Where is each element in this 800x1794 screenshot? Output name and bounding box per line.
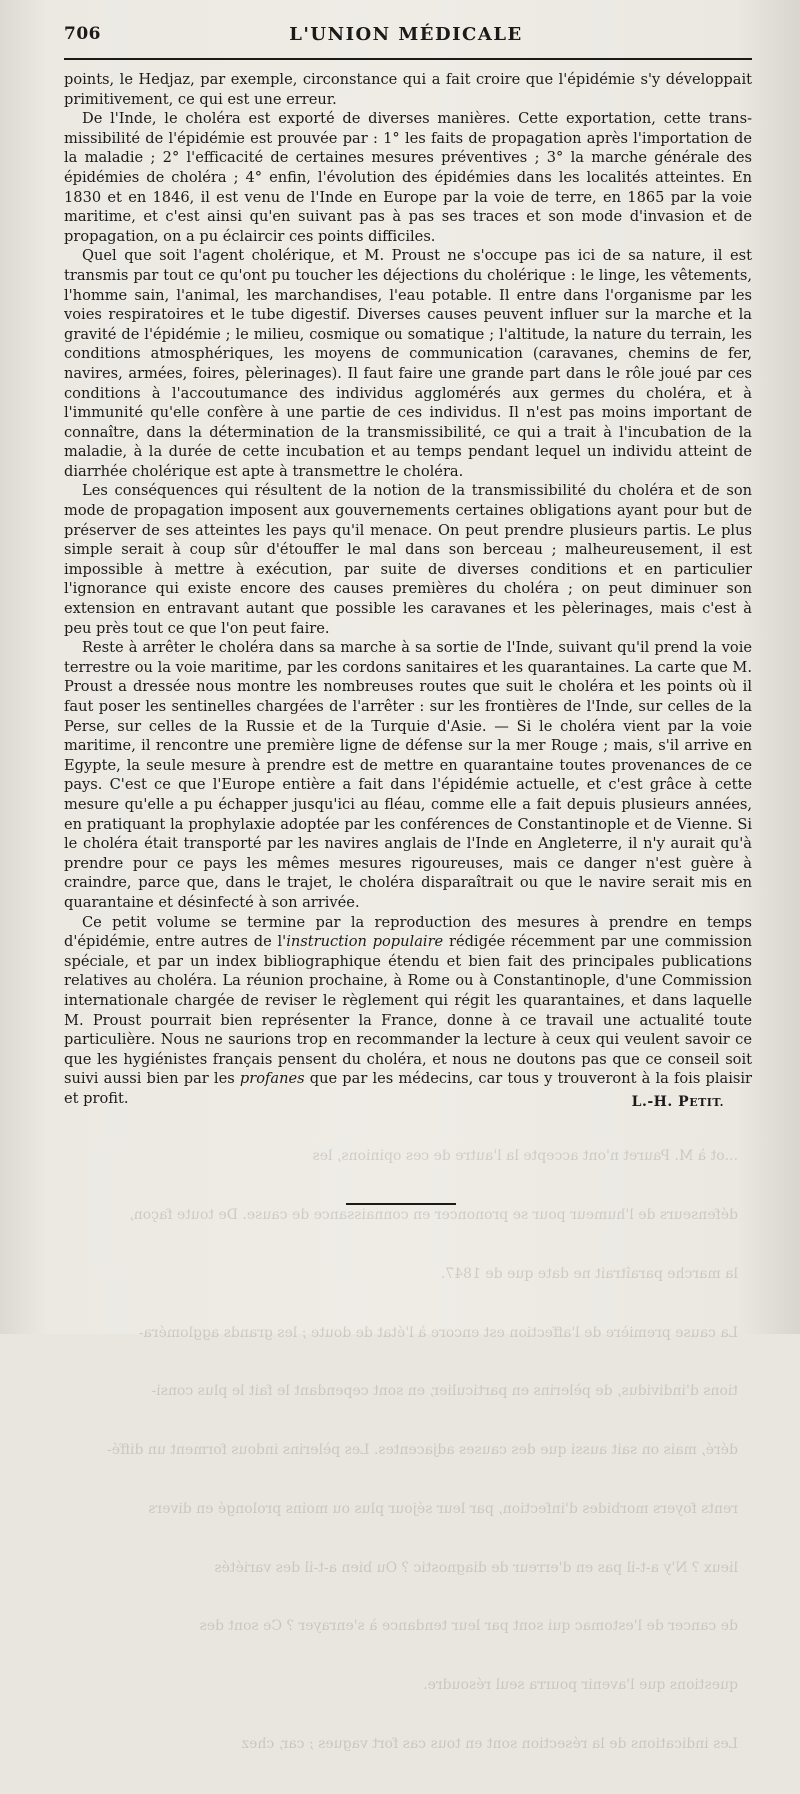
bleed-line: ...ot à M. Pauret n'ont accepte la l'autre de ces opinions, les xyxy=(312,1148,738,1165)
bleed-line: la marche paraîtrait ne date que de 1847. xyxy=(440,1265,738,1282)
paragraph-quarantaines: Reste à arrêter le choléra dans sa marche à sa sortie de l'Inde, suivant qu'il prend la voie terrestre ou la voie maritime, par les cordons sanitaires et les quarantaines. La carte que M. Proust a dressée nous montre les nombreuses routes que suit le choléra et les points où il faut poser les sentinelles chargées de l'arrêter : sur les frontières de l'Inde, sur celles de la Perse, sur celles de la Russie et de la Turquie d'Asie. — Si le choléra vient par la voie maritime, il rencontre une première ligne de défense sur la mer Rouge ; mais, s'il arrive en Egypte, la seule mesure à prendre est de mettre en quarantaine toutes provenances de ce pays. C'est ce que l'Europe entière a fait dans l'épidémie actuelle, et c'est grâce à cette mesure qu'elle a pu échapper jusqu'ici au fléau, comme elle a fait depuis plusieurs années, en pratiquant la prophylaxie adoptée par les conférences de Constantinople et de Vienne. Si le choléra était transporté par les navires anglais de l'Inde en Angleterre, il n'y aurait qu'à prendre pour ce pays les mêmes mesures rigoureuses, mais ce danger n'est guère à craindre, parce que, dans le trajet, le choléra disparaîtrait ou que le navire serait mis en quarantaine et désinfecté à son arrivée. xyxy=(64,639,752,911)
bleed-line: tions d'individus, de pèlerins en particulier, en sont cependant le fait le plus consi- xyxy=(151,1383,738,1400)
paragraph-consequences: Les conséquences qui résultent de la notion de la transmissibilité du choléra et de son mode de propagation imposent aux gouvernements certaines obligations ayant pour but de préserver de ses atteintes les pays qu'il menace. On peut prendre plusieurs partis. Le plus simple serait à coup sûr d'étouffer le mal dans son berceau ; malheureusement, il est impossible à mettre à exécution, par suite de diverses conditions et en particulier l'ignorance qui existe encore des causes premières du choléra ; on peut diminuer son extension en entravant autant que possible les caravanes et les pèlerinages, mais c'est à peu près tout ce que l'on peut faire. xyxy=(64,482,752,637)
author-signature xyxy=(632,1094,724,1110)
bleed-line: de cancer de l'estomac qui sont par leur tendance à s'enrayer ? Ce sont des xyxy=(199,1618,738,1635)
bleed-line: rents foyers morbides d'infection, par leur séjour plus ou moins prolongé en divers xyxy=(148,1500,738,1517)
paragraph-continuation: points, le Hedjaz, par exemple, circonstance qui a fait croire que l'épidémie s'y développait primitivement, ce qui est une erreur. xyxy=(64,71,752,108)
bleed-line: déré, mais on sait aussi que des causes adjacentes. Les pèlerins indous forment un diffé- xyxy=(107,1442,738,1459)
paragraph-conclusion-part: rédigée récemment par une commission spéciale, et par un index bibliographique étendu et bien fait des principales publications relatives au choléra. La réunion prochaine, à Rome ou à Constantinople, d'une Commission internationale chargée de reviser le règlement qui régit les quarantaines, et dans laquelle M. Proust pourrait bien représenter la France, donne à ce travail une actualité toute particulière. Nous ne saurions trop en recommander la lecture à ceux qui veulent savoir ce que les hygiénistes français pensent du choléra, et nous ne doutons pas que ce conseil soit suivi aussi bien par les xyxy=(64,933,752,1088)
bleed-through-text xyxy=(78,1108,738,1752)
italic-term-profanes: profanes xyxy=(239,1070,305,1088)
signature-surname: ETIT. xyxy=(689,1096,724,1109)
bleed-line: La cause première de l'affection est encore à l'état de doute ; les grands aggloméra- xyxy=(138,1324,738,1341)
paragraph-agent-cholerique: Quel que soit l'agent cholérique, et M. Proust ne s'occupe pas ici de sa nature, il est transmis par tout ce qu'ont pu toucher les déjections du cholérique : le linge, les vêtements, l'homme sain, l'animal, les marchandises, l'eau potable. Il entre dans l'organisme par les voies respiratoires et le tube digestif. Diverses causes peuvent influer sur la marche et la gravité de l'épidémie ; le milieu, cosmique ou somatique ; l'altitude, la nature du terrain, les conditions atmosphériques, les moyens de communication (caravanes, chemins de fer, navires, armées, foires, pèlerinages). Il faut faire une grande part dans le rôle joué par ces conditions à l'accoutumance des individus agglomérés aux germes du choléra, et à l'immunité qu'elle confère à une partie de ces individus. Il n'est pas moins important de connaître, dans la détermination de la transmissibilité, ce qui a trait à l'incubation de la maladie, à la durée de cette incubation et au temps pendant lequel un individu atteint de diarrhée cholérique est apte à transmettre le choléra. xyxy=(64,247,752,480)
section-end-rule xyxy=(346,1203,456,1205)
bleed-line: défenseurs de l'humeur pour se prononcer en connaissance de cause. De toute façon, xyxy=(129,1206,738,1223)
header-rule xyxy=(64,58,752,60)
signature-initials: L.-H. P xyxy=(631,1094,690,1110)
paragraph-conclusion-part: Ce petit volume se termine par la reproduction des mesures à prendre en temps d'épidémie, entre autres de l' xyxy=(64,913,752,951)
bleed-line: lieux ? N'y a-t-il pas en d'erreur de diagnostic ? Ou bien a-t-il des variétés xyxy=(214,1559,738,1576)
bleed-line: Les indications de la résection sont en tous cas fort vagues ; car, chez xyxy=(241,1736,738,1752)
running-title: L'UNION MÉDICALE xyxy=(289,24,523,45)
page-number: 706 xyxy=(64,24,101,44)
bleed-line: questions que l'avenir pourra seul résoudre. xyxy=(423,1677,738,1694)
paragraph-exportation: De l'Inde, le choléra est exporté de diverses manières. Cette exportation, cette transmissibilité de l'épidémie est prouvée par : 1° les faits de propagation après l'importation de la maladie ; 2° l'efficacité de certaines mesures préventives ; 3° la marche générale des épidémies de choléra ; 4° enfin, l'évolution des épidémies dans les localités atteintes. En 1830 et en 1846, il est venu de l'Inde en Europe par la voie de terre, en 1865 par la voie maritime, et c'est ainsi qu'en suivant pas à pas ses traces et son mode d'invasion et de propagation, on a pu éclaircir ces points difficiles. xyxy=(64,110,752,245)
article-body xyxy=(64,70,752,1108)
paragraph-conclusion xyxy=(64,913,752,1109)
paragraph-conclusion-part: que par les médecins, car tous y trouveront à la fois plaisir et profit. xyxy=(64,1070,753,1107)
italic-term-instruction-populaire: instruction populaire xyxy=(286,933,444,951)
page-header xyxy=(64,24,748,52)
